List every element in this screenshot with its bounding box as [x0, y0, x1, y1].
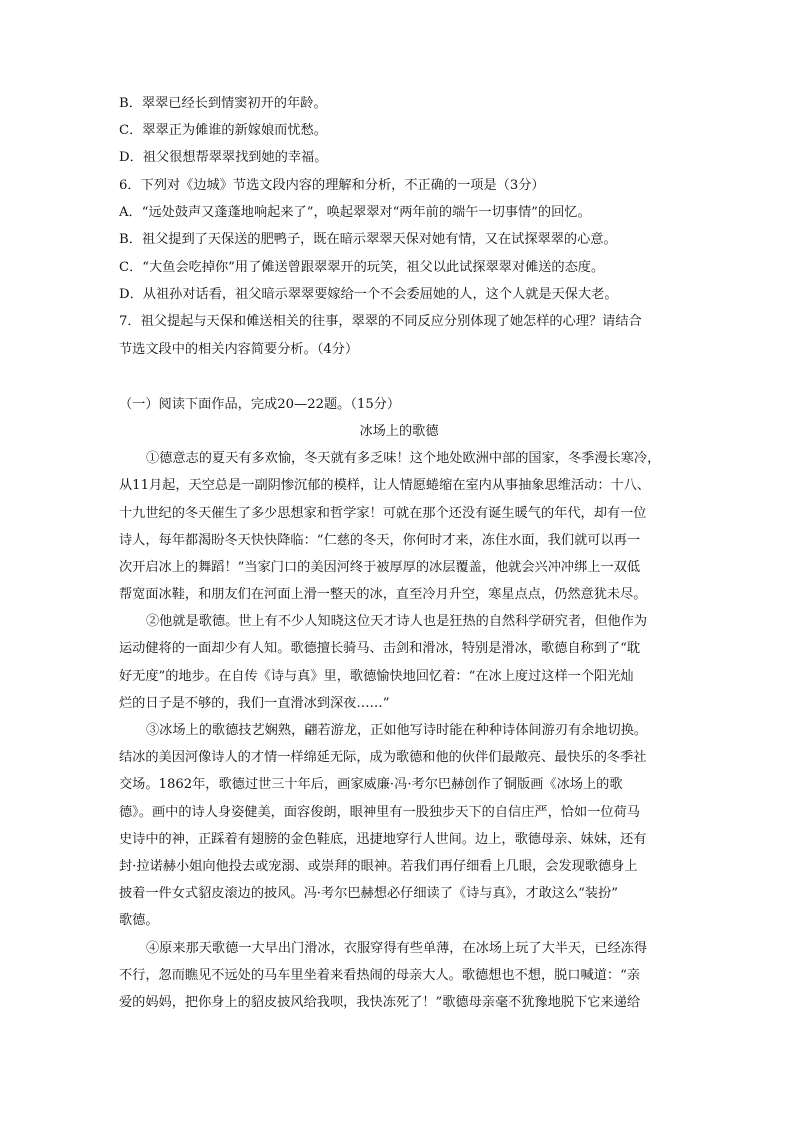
q6-stem: 6．下列对《边城》节选文段内容的理解和分析，不正确的一项是（3分） [119, 178, 545, 193]
passage-line: 从11月起，天空总是一副阴惨沉郁的模样，让人情愿蜷缩在室内从事抽象思维活动：十八、 [119, 478, 651, 493]
passage-line: 德》。画中的诗人身姿健美，面容俊朗，眼神里有一股独步天下的自信庄严，恰如一位荷马 [119, 805, 640, 820]
passage-line: ②他就是歌德。世上有不少人知晓这位天才诗人也是狂热的自然科学研究者，但他作为 [146, 614, 648, 629]
q7-stem-line1: 7．祖父提起与天保和傩送相关的往事，翠翠的不同反应分别体现了她怎样的心理？请结合 [119, 314, 642, 329]
q6-option-c: C．“大鱼会吃掉你”用了傩送曾跟翠翠开的玩笑，祖父以此试探翠翠对傩送的态度。 [119, 260, 605, 275]
passage-line: 歌德。 [119, 913, 159, 928]
q7-stem-line2: 节选文段中的相关内容简要分析。（4分） [119, 342, 359, 357]
passage-line: 次开启冰上的舞蹈！”当家门口的美因河终于被厚厚的冰层覆盖，他就会兴冲冲绑上一双低 [119, 560, 641, 575]
passage-line: ③冰场上的歌德技艺娴熟，翩若游龙，正如他写诗时能在种种诗体间游刃有余地切换。 [146, 723, 648, 738]
q5-option-c: C．翠翠正为傩谁的新嫁娘而忧愁。 [119, 123, 327, 138]
passage-line: 烂的日子是不够的，我们一直滑冰到深夜……” [119, 696, 390, 711]
passage-line: 交场。1862年，歌德过世三十年后，画家威廉·冯·考尔巴赫创作了铜版画《冰场上的歌 [119, 777, 623, 792]
passage-line: 诗人，每年都渴盼冬天快快降临：“仁慈的冬天，你何时才来，冻住水面，我们就可以再一 [119, 533, 641, 548]
passage-title: 冰场上的歌德 [359, 424, 439, 439]
q6-option-b: B．祖父提到了天保送的肥鸭子，既在暗示翠翠天保对她有情，又在试探翠翠的心意。 [119, 232, 617, 247]
passage-line: 爱的妈妈，把你身上的貂皮披风给我呗，我快冻死了！”歌德母亲毫不犹豫地脱下它来递给 [119, 995, 641, 1010]
section-header: （一）阅读下面作品，完成20—22题。（15分） [119, 397, 401, 412]
passage-line: 披着一件女式貂皮滚边的披风。冯·考尔巴赫想必仔细读了《诗与真》，才敢这么“装扮” [119, 886, 619, 901]
passage-line: 运动健将的一面却少有人知。歌德擅长骑马、击剑和滑冰，特别是滑冰，歌德自称到了“耽 [119, 641, 641, 656]
q6-option-d: D．从祖孙对话看，祖父暗示翠翠要嫁给一个不会委屈她的人，这个人就是天保大老。 [119, 287, 618, 302]
passage-line: 十九世纪的冬天催生了多少思想家和哲学家！可就在那个还没有诞生暖气的年代，却有一位 [119, 506, 647, 521]
passage-line: 不行，忽而瞧见不远处的马车里坐着来看热闹的母亲大人。歌德想也不想，脱口喊道：“亲 [119, 968, 641, 983]
passage-line: ①德意志的夏天有多欢愉，冬天就有多乏味！这个地处欧洲中部的国家，冬季漫长寒冷， [146, 451, 661, 466]
passage-line: 帮宽面冰鞋，和朋友们在河面上滑一整天的冰，直至冷月升空，寒星点点，仍然意犹未尽。 [119, 587, 647, 602]
q5-option-b: B．翠翠已经长到情窦初开的年龄。 [119, 96, 327, 111]
passage-line: 好无度”的地步。在自传《诗与真》里，歌德愉快地回忆着：“在冰上度过这样一个阳光灿 [119, 669, 634, 684]
q5-option-d: D．祖父很想帮翠翠找到她的幸福。 [119, 150, 328, 165]
q6-option-a: A．“远处鼓声又蓬蓬地响起来了”，唤起翠翠对“两年前的端午一切事情”的回忆。 [119, 205, 591, 220]
passage-line: 结冰的美因河像诗人的才情一样绵延无际，成为歌德和他的伙伴们最敞亮、最快乐的冬季社 [119, 750, 647, 765]
passage-line: 封·拉诺赫小姐向他投去或宠溺、或崇拜的眼神。若我们再仔细看上几眼，会发现歌德身上 [119, 859, 638, 874]
passage-line: ④原来那天歌德一大早出门滑冰，衣服穿得有些单薄，在冰场上玩了大半天，已经冻得 [146, 941, 648, 956]
passage-line: 史诗中的神，正踩着有翅膀的金色鞋底，迅捷地穿行人世间。边上，歌德母亲、妹妹，还有 [119, 832, 647, 847]
